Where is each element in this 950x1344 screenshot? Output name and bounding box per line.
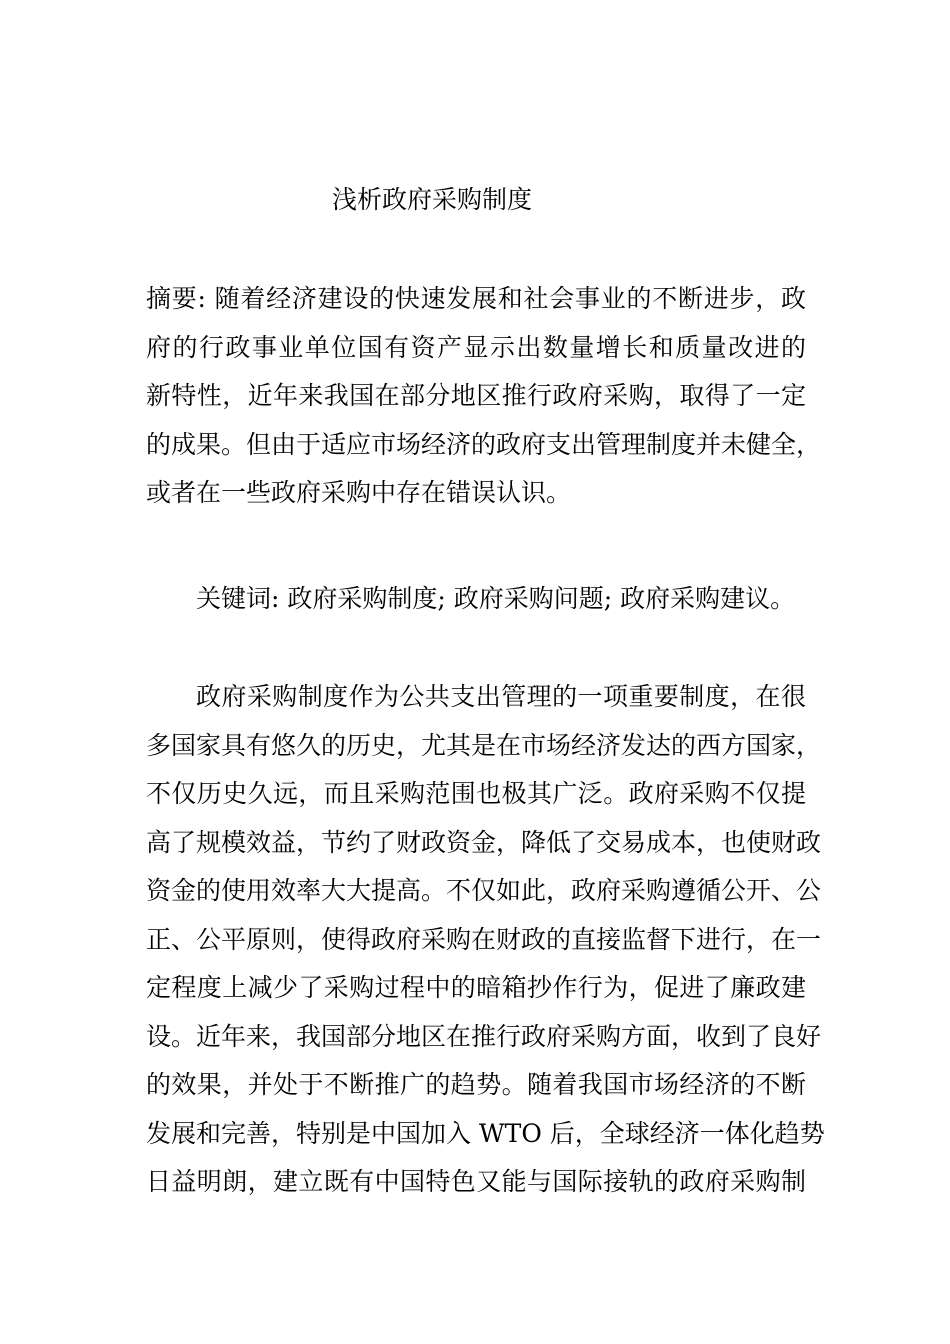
body-line: 定程度上减少了采购过程中的暗箱抄作行为，促进了廉政建	[146, 973, 806, 1002]
abstract-line: 新特性，近年来我国在部分地区推行政府采购，取得了一定	[146, 381, 806, 410]
body-line: 设。近年来，我国部分地区在推行政府采购方面，收到了良好	[146, 1021, 822, 1051]
body-line: 高了规模效益，节约了财政资金，降低了交易成本，也使财政	[146, 827, 822, 857]
body-line: 日益明朗，建立既有中国特色又能与国际接轨的政府采购制	[146, 1167, 806, 1196]
body-line: 的效果，并处于不断推广的趋势。随着我国市场经济的不断	[146, 1070, 806, 1099]
document-title: 浅析政府采购制度	[331, 185, 532, 214]
body-line: 政府采购制度作为公共支出管理的一项重要制度，在很	[196, 682, 806, 711]
keywords-line: 关键词: 政府采购制度; 政府采购问题; 政府采购建议。	[196, 584, 796, 613]
keywords-paragraph	[146, 575, 806, 624]
body-line: 正、公平原则，使得政府采购在财政的直接监督下进行，在一	[146, 924, 822, 954]
abstract-line: 的成果。但由于适应市场经济的政府支出管理制度并未健全，	[146, 429, 822, 459]
abstract-paragraph	[146, 275, 822, 518]
abstract-line: 府的行政事业单位国有资产显示出数量增长和质量改进的	[146, 332, 806, 362]
body-line: 不仅历史久远，而且采购范围也极其广泛。政府采购不仅提	[146, 779, 806, 808]
body-line: 发展和完善，特别是中国加入 WTO 后，全球经济一体化趋势	[146, 1118, 825, 1148]
body-line: 多国家具有悠久的历史，尤其是在市场经济发达的西方国家，	[146, 730, 822, 760]
abstract-line: 或者在一些政府采购中存在错误认识。	[146, 478, 572, 507]
body-line: 资金的使用效率大大提高。不仅如此，政府采购遵循公开、公	[146, 876, 822, 905]
body-paragraph	[146, 673, 825, 1207]
abstract-line: 摘要: 随着经济建设的快速发展和社会事业的不断进步，政	[146, 284, 806, 313]
